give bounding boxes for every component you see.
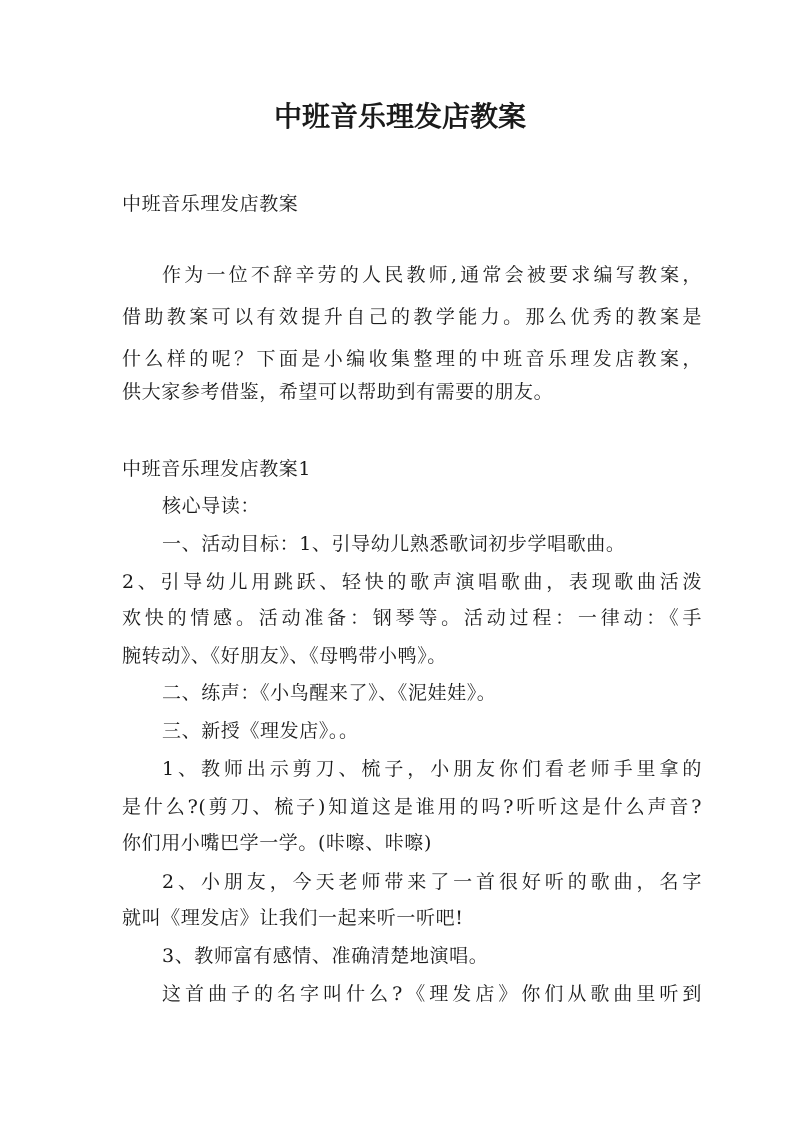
intro-line-3: 什么样的呢？下面是小编收集整理的中班音乐理发店教案，	[122, 348, 702, 370]
body-line-11: 2、小朋友，今天老师带来了一首很好听的歌曲，名字	[162, 871, 702, 893]
body-line-7: 三、新授《理发店》。。	[162, 720, 359, 742]
document-title: 中班音乐理发店教案	[273, 100, 526, 133]
body-line-2: 一、活动目标：1、引导幼儿熟悉歌词初步学唱歌曲。	[162, 533, 626, 555]
body-line-14: 这首曲子的名字叫什么?《理发店》你们从歌曲里听到	[162, 983, 702, 1005]
body-line-10: 你们用小嘴巴学一学。(咔嚓、咔嚓)	[122, 832, 433, 854]
body-line-12: 就叫《理发店》让我们一起来听一听吧!	[122, 907, 464, 929]
section-heading: 中班音乐理发店教案1	[122, 458, 312, 480]
body-line-6: 二、练声：《小鸟醒来了》、《泥娃娃》。	[162, 682, 497, 704]
body-line-1: 核心导读：	[162, 495, 261, 517]
intro-line-2: 借助教案可以有效提升自己的教学能力。那么优秀的教案是	[122, 306, 702, 328]
body-line-5: 腕转动》、《好朋友》、《母鸭带小鸭》。	[122, 645, 447, 667]
body-line-3: 2、引导幼儿用跳跃、轻快的歌声演唱歌曲，表现歌曲活泼	[122, 571, 702, 593]
body-line-13: 3、教师富有感情、准确清楚地演唱。	[162, 945, 489, 967]
body-line-8: 1、教师出示剪刀、梳子，小朋友你们看老师手里拿的	[162, 758, 702, 780]
body-line-9: 是什么?(剪刀、梳子)知道这是谁用的吗?听听这是什么声音?	[122, 796, 702, 818]
intro-line-4: 供大家参考借鉴，希望可以帮助到有需要的朋友。	[122, 381, 554, 403]
intro-line-1: 作为一位不辞辛劳的人民教师,通常会被要求编写教案，	[162, 264, 702, 286]
document-subtitle: 中班音乐理发店教案	[122, 193, 299, 215]
body-line-4: 欢快的情感。活动准备：钢琴等。活动过程：一律动：《手	[122, 607, 702, 629]
